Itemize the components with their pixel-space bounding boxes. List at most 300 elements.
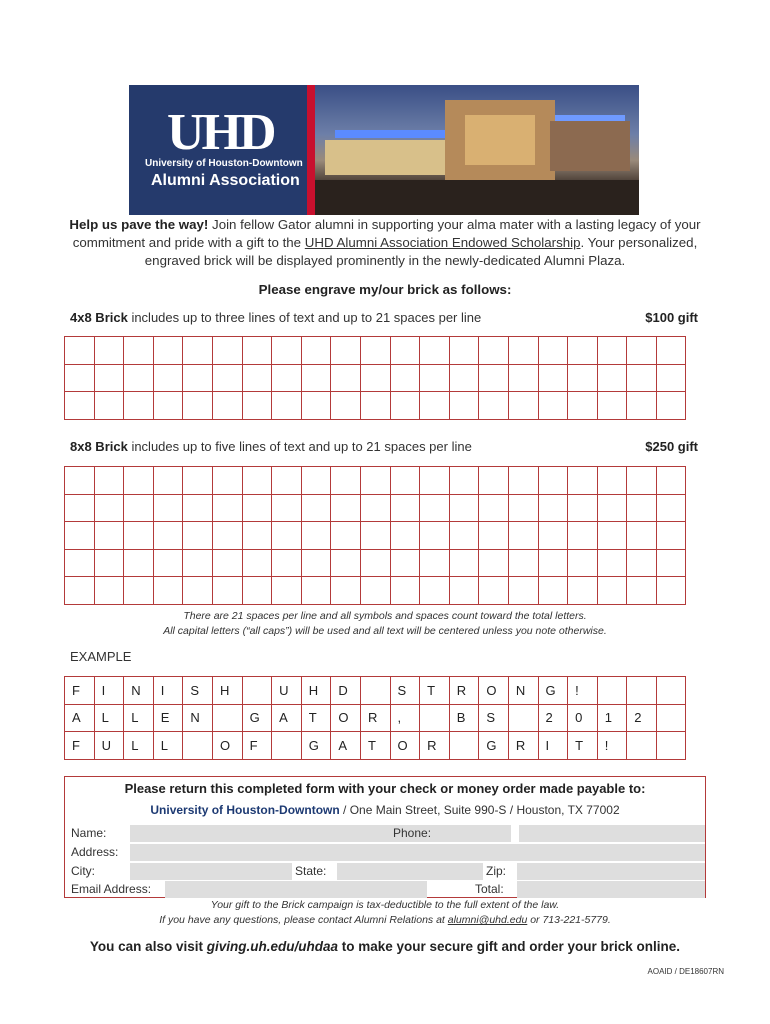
brick-4x8-cell[interactable]	[212, 337, 242, 365]
example-cell: 1	[597, 704, 627, 732]
giving-url-link[interactable]: giving.uh.edu/uhdaa	[206, 939, 338, 954]
intro-paragraph	[60, 216, 710, 270]
brick-8x8-row	[65, 549, 686, 577]
brick-8x8-cell[interactable]	[449, 467, 479, 495]
example-label: EXAMPLE	[70, 649, 132, 664]
brick-8x8-cell[interactable]	[272, 549, 302, 577]
brick-4x8-cell[interactable]	[212, 392, 242, 420]
example-cell: O	[331, 704, 361, 732]
example-cell: 2	[538, 704, 568, 732]
brick-8x8-cell[interactable]	[183, 522, 213, 550]
name-label: Name:	[71, 826, 107, 840]
brick-8x8-cell[interactable]	[627, 522, 657, 550]
brick-8x8-cell[interactable]	[479, 494, 509, 522]
brick-4x8-cell[interactable]	[656, 337, 686, 365]
brick-8x8-cell[interactable]	[538, 522, 568, 550]
brick-4x8-cell[interactable]	[65, 392, 95, 420]
brick-4x8-cell[interactable]	[360, 337, 390, 365]
example-cell	[627, 677, 657, 705]
example-cell: T	[360, 732, 390, 760]
example-cell: F	[65, 732, 95, 760]
example-cell: L	[153, 732, 183, 760]
example-cell	[272, 732, 302, 760]
brick-8x8-cell[interactable]	[94, 577, 124, 605]
brick-8x8-cell[interactable]	[124, 577, 154, 605]
example-cell: S	[183, 677, 213, 705]
red-stripe	[307, 85, 315, 215]
email-field[interactable]	[165, 881, 427, 898]
example-cell	[656, 732, 686, 760]
visit-prefix: You can also visit	[89, 939, 207, 954]
brick-4x8-cell[interactable]	[242, 337, 272, 365]
state-field[interactable]	[337, 863, 483, 880]
example-cell	[656, 704, 686, 732]
example-grid	[64, 676, 686, 760]
brick-4x8-cell[interactable]	[508, 392, 538, 420]
brick-8x8-cell[interactable]	[538, 467, 568, 495]
brick-8x8-cell[interactable]	[360, 522, 390, 550]
brick-8x8-cell[interactable]	[508, 549, 538, 577]
return-title: Please return this completed form with your check or money order made payable to:	[124, 781, 646, 796]
brick-8x8-cell[interactable]	[183, 549, 213, 577]
brick-4x8-cell[interactable]	[124, 392, 154, 420]
example-cell: R	[420, 732, 450, 760]
brick-8x8-cell[interactable]	[568, 549, 598, 577]
brick-8x8-cell[interactable]	[65, 467, 95, 495]
brick-8x8-cell[interactable]	[183, 494, 213, 522]
contact-prefix: If you have any questions, please contact Alumni Relations at	[159, 914, 448, 926]
brick-8x8-cell[interactable]	[124, 549, 154, 577]
example-cell: O	[479, 677, 509, 705]
example-cell: R	[360, 704, 390, 732]
brick-4x8-cell[interactable]	[183, 364, 213, 392]
intro-text: Join fellow Gator alumni in supporting your alma mater with a lasting legacy of your commitment and pride with a gift to the	[72, 217, 701, 250]
brick-8x8-cell[interactable]	[212, 494, 242, 522]
brick-8x8-cell[interactable]	[449, 577, 479, 605]
brick-8x8-cell[interactable]	[272, 522, 302, 550]
brick-8x8-cell[interactable]	[183, 577, 213, 605]
brick-4x8-cell[interactable]	[656, 392, 686, 420]
brick-4x8-cell[interactable]	[360, 364, 390, 392]
brick-4x8-cell[interactable]	[153, 392, 183, 420]
example-cell	[212, 704, 242, 732]
brick-8x8-cell[interactable]	[479, 522, 509, 550]
brick-4x8-cell[interactable]	[301, 364, 331, 392]
brick-8x8-row	[65, 522, 686, 550]
brick-4x8-cell[interactable]	[449, 364, 479, 392]
brick-8x8-cell[interactable]	[124, 467, 154, 495]
brick-8x8-cell[interactable]	[597, 549, 627, 577]
brick-4x8-cell[interactable]	[390, 337, 420, 365]
logo-association-name: Alumni Association	[151, 172, 300, 189]
brick-4x8-cell[interactable]	[153, 364, 183, 392]
spaces-note: There are 21 spaces per line and all symbols and spaces count toward the total letters.	[183, 610, 587, 622]
example-cell: L	[124, 732, 154, 760]
caps-note: All capital letters (“all caps”) will be used and all text will be centered unless you note otherwise.	[163, 625, 607, 637]
brick-4x8-cell[interactable]	[479, 392, 509, 420]
brick-8x8-cell[interactable]	[479, 549, 509, 577]
brick-8x8-cell[interactable]	[420, 549, 450, 577]
example-cell: T	[420, 677, 450, 705]
brick-4x8-cell[interactable]	[627, 337, 657, 365]
brick-8x8-cell[interactable]	[124, 522, 154, 550]
form-code: AOAID / DE18607RN	[647, 967, 724, 976]
brick-4x8-cell[interactable]	[538, 337, 568, 365]
example-cell	[656, 677, 686, 705]
example-cell	[360, 677, 390, 705]
brick-8x8-cell[interactable]	[65, 549, 95, 577]
brick-4x8-cell[interactable]	[242, 364, 272, 392]
brick-8x8-cell[interactable]	[449, 522, 479, 550]
brick-4x8-cell[interactable]	[331, 337, 361, 365]
brick-4x8-price: $100 gift	[645, 310, 698, 325]
brick-8x8-cell[interactable]	[94, 522, 124, 550]
total-label: Total:	[475, 882, 504, 896]
brick-4x8-cell[interactable]	[479, 364, 509, 392]
example-cell	[242, 677, 272, 705]
contact-email-link[interactable]: alumni@uhd.edu	[447, 914, 528, 926]
brick-4x8-cell[interactable]	[272, 337, 302, 365]
brick-4x8-cell[interactable]	[331, 392, 361, 420]
visit-online-line	[0, 939, 770, 954]
contact-note	[0, 913, 770, 928]
brick-4x8-cell[interactable]	[272, 392, 302, 420]
example-cell: ,	[390, 704, 420, 732]
return-street: / One Main Street, Suite 990-S / Houston, TX 77002	[339, 803, 620, 817]
brick-8x8-cell[interactable]	[331, 494, 361, 522]
brick-4x8-grid[interactable]	[64, 336, 686, 420]
example-cell	[420, 704, 450, 732]
brick-8x8-cell[interactable]	[627, 494, 657, 522]
brick-4x8-cell[interactable]	[390, 392, 420, 420]
brick-8x8-cell[interactable]	[212, 549, 242, 577]
zip-label: Zip:	[486, 864, 507, 878]
brick-8x8-cell[interactable]	[153, 549, 183, 577]
brick-8x8-cell[interactable]	[65, 522, 95, 550]
brick-8x8-cell[interactable]	[656, 549, 686, 577]
brick-4x8-cell[interactable]	[449, 337, 479, 365]
brick-8x8-cell[interactable]	[301, 549, 331, 577]
brick-8x8-cell[interactable]	[301, 494, 331, 522]
brick-4x8-cell[interactable]	[449, 392, 479, 420]
example-cell: L	[94, 704, 124, 732]
brick-4x8-cell[interactable]	[65, 337, 95, 365]
example-cell: G	[301, 732, 331, 760]
example-cell: O	[212, 732, 242, 760]
brick-8x8-cell[interactable]	[124, 494, 154, 522]
brick-4x8-cell[interactable]	[420, 364, 450, 392]
example-cell	[508, 704, 538, 732]
example-row	[65, 677, 686, 705]
logo-letters: UHD	[167, 104, 274, 161]
brick-4x8-cell[interactable]	[124, 364, 154, 392]
brick-4x8-cell[interactable]	[420, 337, 450, 365]
brick-8x8-cell[interactable]	[597, 494, 627, 522]
example-cell	[627, 732, 657, 760]
brick-8x8-cell[interactable]	[568, 494, 598, 522]
brick-4x8-cell[interactable]	[94, 337, 124, 365]
brick-4x8-row	[65, 337, 686, 365]
brick-4x8-cell[interactable]	[183, 337, 213, 365]
brick-8x8-cell[interactable]	[420, 522, 450, 550]
brick-8x8-cell[interactable]	[360, 467, 390, 495]
brick-8x8-cell[interactable]	[656, 577, 686, 605]
brick-8x8-cell[interactable]	[301, 522, 331, 550]
example-row	[65, 704, 686, 732]
uhd-alumni-logo	[129, 85, 307, 215]
brick-4x8-cell[interactable]	[568, 392, 598, 420]
brick-4x8-cell[interactable]	[479, 337, 509, 365]
header-banner	[129, 85, 639, 215]
example-cell: G	[242, 704, 272, 732]
example-cell: G	[538, 677, 568, 705]
example-cell: A	[272, 704, 302, 732]
logo-university-name: University of Houston-Downtown	[145, 158, 303, 169]
return-org: University of Houston-Downtown	[150, 803, 340, 817]
brick-8x8-cell[interactable]	[508, 467, 538, 495]
brick-8x8-cell[interactable]	[568, 577, 598, 605]
example-cell	[597, 677, 627, 705]
brick-4x8-cell[interactable]	[183, 392, 213, 420]
brick-8x8-cell[interactable]	[538, 494, 568, 522]
brick-4x8-cell[interactable]	[508, 364, 538, 392]
example-cell: T	[568, 732, 598, 760]
brick-8x8-cell[interactable]	[153, 494, 183, 522]
brick-8x8-cell[interactable]	[242, 467, 272, 495]
brick-4x8-cell[interactable]	[390, 364, 420, 392]
brick-8x8-cell[interactable]	[479, 577, 509, 605]
brick-8x8-cell[interactable]	[94, 467, 124, 495]
brick-8x8-cell[interactable]	[94, 549, 124, 577]
example-cell: A	[65, 704, 95, 732]
brick-4x8-cell[interactable]	[153, 337, 183, 365]
example-cell: H	[301, 677, 331, 705]
brick-8x8-cell[interactable]	[656, 467, 686, 495]
brick-8x8-cell[interactable]	[508, 577, 538, 605]
example-cell: T	[301, 704, 331, 732]
brick-8x8-cell[interactable]	[212, 522, 242, 550]
state-label: State:	[295, 864, 327, 878]
brick-8x8-header	[70, 439, 698, 454]
brick-8x8-cell[interactable]	[153, 522, 183, 550]
brick-4x8-header	[70, 310, 698, 325]
email-label: Email Address:	[71, 882, 152, 896]
brick-4x8-cell[interactable]	[301, 337, 331, 365]
brick-4x8-cell[interactable]	[124, 337, 154, 365]
brick-8x8-cell[interactable]	[627, 467, 657, 495]
example-cell: F	[65, 677, 95, 705]
city-field[interactable]	[130, 863, 292, 880]
brick-8x8-cell[interactable]	[242, 522, 272, 550]
brick-8x8-cell[interactable]	[331, 549, 361, 577]
brick-8x8-cell[interactable]	[272, 494, 302, 522]
example-cell: R	[449, 677, 479, 705]
example-cell: U	[94, 732, 124, 760]
brick-8x8-cell[interactable]	[183, 467, 213, 495]
example-cell: L	[124, 704, 154, 732]
brick-8x8-row	[65, 494, 686, 522]
brick-4x8-cell[interactable]	[568, 337, 598, 365]
example-cell: !	[568, 677, 598, 705]
example-cell: R	[508, 732, 538, 760]
example-cell: N	[124, 677, 154, 705]
brick-4x8-row	[65, 364, 686, 392]
brick-8x8-grid[interactable]	[64, 466, 686, 605]
brick-4x8-cell[interactable]	[538, 364, 568, 392]
example-row	[65, 732, 686, 760]
brick-8x8-cell[interactable]	[538, 577, 568, 605]
brick-8x8-cell[interactable]	[597, 577, 627, 605]
brick-4x8-cell[interactable]	[301, 392, 331, 420]
intro-lead: Help us pave the way!	[69, 217, 209, 232]
brick-4x8-cell[interactable]	[65, 364, 95, 392]
example-cell: G	[479, 732, 509, 760]
brick-8x8-cell[interactable]	[508, 522, 538, 550]
brick-8x8-cell[interactable]	[153, 577, 183, 605]
example-cell: N	[508, 677, 538, 705]
example-cell: H	[212, 677, 242, 705]
example-cell: E	[153, 704, 183, 732]
brick-8x8-cell[interactable]	[301, 577, 331, 605]
example-cell: !	[597, 732, 627, 760]
brick-8x8-cell[interactable]	[420, 494, 450, 522]
example-cell: N	[183, 704, 213, 732]
brick-8x8-cell[interactable]	[153, 467, 183, 495]
example-cell: S	[390, 677, 420, 705]
example-cell: I	[153, 677, 183, 705]
zip-field[interactable]	[517, 863, 705, 880]
example-cell: O	[390, 732, 420, 760]
brick-4x8-cell[interactable]	[597, 392, 627, 420]
brick-4x8-cell[interactable]	[212, 364, 242, 392]
brick-4x8-cell[interactable]	[360, 392, 390, 420]
brick-4x8-cell[interactable]	[94, 364, 124, 392]
brick-4x8-cell[interactable]	[568, 364, 598, 392]
brick-8x8-desc: includes up to five lines of text and up to 21 spaces per line	[127, 439, 472, 454]
brick-8x8-cell[interactable]	[420, 577, 450, 605]
brick-8x8-cell[interactable]	[538, 549, 568, 577]
brick-4x8-cell[interactable]	[538, 392, 568, 420]
brick-8x8-cell[interactable]	[331, 467, 361, 495]
brick-8x8-cell[interactable]	[272, 467, 302, 495]
brick-4x8-cell[interactable]	[656, 364, 686, 392]
brick-4x8-desc: includes up to three lines of text and up to 21 spaces per line	[127, 310, 482, 325]
brick-8x8-cell[interactable]	[390, 522, 420, 550]
example-cell: D	[331, 677, 361, 705]
brick-8x8-cell[interactable]	[568, 522, 598, 550]
brick-4x8-row	[65, 392, 686, 420]
example-cell: B	[449, 704, 479, 732]
brick-8x8-cell[interactable]	[656, 494, 686, 522]
brick-4x8-cell[interactable]	[627, 392, 657, 420]
example-cell: U	[272, 677, 302, 705]
brick-8x8-cell[interactable]	[390, 494, 420, 522]
brick-8x8-cell[interactable]	[568, 467, 598, 495]
engrave-title: Please engrave my/our brick as follows:	[258, 282, 512, 297]
brick-8x8-cell[interactable]	[242, 549, 272, 577]
brick-4x8-cell[interactable]	[242, 392, 272, 420]
brick-4x8-cell[interactable]	[272, 364, 302, 392]
brick-8x8-cell[interactable]	[212, 467, 242, 495]
example-cell: I	[538, 732, 568, 760]
brick-4x8-cell[interactable]	[508, 337, 538, 365]
brick-8x8-cell[interactable]	[242, 494, 272, 522]
brick-8x8-cell[interactable]	[360, 549, 390, 577]
visit-suffix: to make your secure gift and order your brick online.	[337, 939, 681, 954]
brick-8x8-row	[65, 577, 686, 605]
brick-8x8-cell[interactable]	[390, 577, 420, 605]
total-field[interactable]	[517, 881, 705, 898]
return-form-box	[64, 776, 706, 898]
brick-8x8-cell[interactable]	[212, 577, 242, 605]
brick-8x8-cell[interactable]	[331, 577, 361, 605]
return-address	[65, 803, 705, 817]
brick-8x8-cell[interactable]	[390, 549, 420, 577]
brick-8x8-cell[interactable]	[360, 494, 390, 522]
brick-8x8-cell[interactable]	[242, 577, 272, 605]
address-field[interactable]	[130, 844, 705, 861]
brick-8x8-cell[interactable]	[508, 494, 538, 522]
brick-4x8-cell[interactable]	[420, 392, 450, 420]
brick-8x8-name: 8x8 Brick	[70, 439, 128, 454]
intro-text-end: . Your personalized, engraved brick will be displayed prominently in the newly-dedicated Alumni Plaza.	[144, 235, 698, 268]
example-cell: F	[242, 732, 272, 760]
brick-8x8-cell[interactable]	[272, 577, 302, 605]
phone-area-field[interactable]	[443, 825, 511, 842]
scholarship-link[interactable]: UHD Alumni Association Endowed Scholarship	[304, 235, 581, 250]
brick-4x8-name: 4x8 Brick	[70, 310, 128, 325]
tax-note: Your gift to the Brick campaign is tax-deductible to the full extent of the law.	[210, 899, 560, 911]
brick-8x8-cell[interactable]	[94, 494, 124, 522]
brick-8x8-cell[interactable]	[656, 522, 686, 550]
brick-8x8-price: $250 gift	[645, 439, 698, 454]
brick-8x8-cell[interactable]	[627, 549, 657, 577]
brick-8x8-cell[interactable]	[301, 467, 331, 495]
brick-4x8-cell[interactable]	[627, 364, 657, 392]
brick-8x8-cell[interactable]	[627, 577, 657, 605]
address-label: Address:	[71, 845, 119, 859]
brick-8x8-cell[interactable]	[65, 577, 95, 605]
example-cell: 0	[568, 704, 598, 732]
brick-4x8-cell[interactable]	[331, 364, 361, 392]
brick-4x8-cell[interactable]	[597, 337, 627, 365]
brick-8x8-cell[interactable]	[597, 467, 627, 495]
city-label: City:	[71, 864, 95, 878]
brick-4x8-cell[interactable]	[597, 364, 627, 392]
brick-8x8-cell[interactable]	[331, 522, 361, 550]
phone-label: Phone:	[393, 826, 432, 840]
example-cell: I	[94, 677, 124, 705]
campus-night-photo	[315, 85, 639, 215]
brick-8x8-cell[interactable]	[449, 494, 479, 522]
brick-8x8-cell[interactable]	[597, 522, 627, 550]
brick-8x8-cell[interactable]	[449, 549, 479, 577]
contact-phone: or 713-221-5779.	[527, 914, 611, 926]
brick-8x8-cell[interactable]	[479, 467, 509, 495]
brick-8x8-row	[65, 467, 686, 495]
example-cell	[183, 732, 213, 760]
example-cell: A	[331, 732, 361, 760]
brick-8x8-cell[interactable]	[390, 467, 420, 495]
phone-number-field[interactable]	[519, 825, 705, 842]
example-cell	[449, 732, 479, 760]
brick-8x8-cell[interactable]	[360, 577, 390, 605]
brick-4x8-cell[interactable]	[94, 392, 124, 420]
example-cell: S	[479, 704, 509, 732]
brick-8x8-cell[interactable]	[65, 494, 95, 522]
example-cell: 2	[627, 704, 657, 732]
brick-8x8-cell[interactable]	[420, 467, 450, 495]
